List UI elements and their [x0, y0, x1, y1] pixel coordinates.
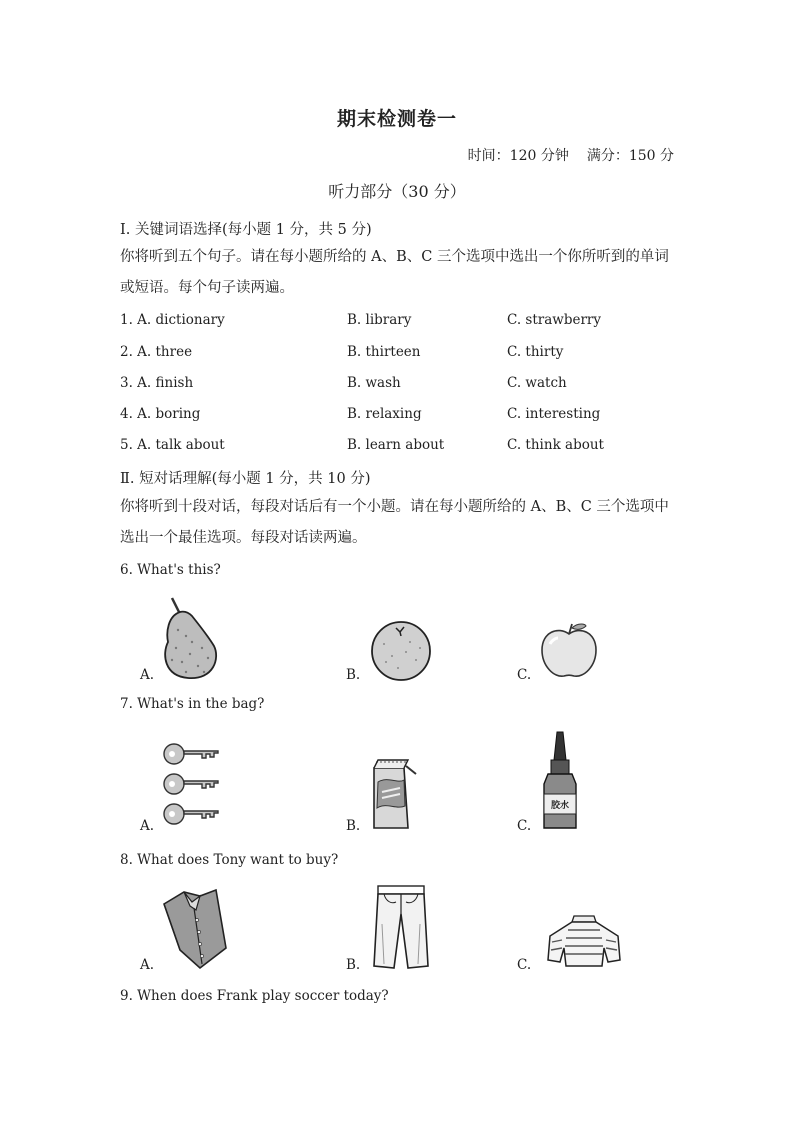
juice-box-icon — [368, 758, 422, 832]
q8-option-c-label: C. — [517, 957, 532, 973]
section1-heading: Ⅰ. 关键词语选择(每小题 1 分，共 5 分) — [120, 222, 372, 238]
q5-option-a: 5. A. talk about — [120, 437, 225, 453]
q1-option-c: C. strawberry — [507, 312, 602, 328]
q5-option-b: B. learn about — [347, 437, 445, 453]
q7-option-c-label: C. — [517, 818, 532, 834]
q5-option-c: C. think about — [507, 437, 604, 453]
q7-option-b-label: B. — [346, 818, 361, 834]
glue-label: 胶水 — [550, 801, 569, 811]
q9-question: 9. When does Frank play soccer today? — [120, 988, 389, 1004]
q8-question: 8. What does Tony want to buy? — [120, 852, 339, 868]
q2-option-b: B. thirteen — [347, 344, 421, 360]
pear-icon — [158, 596, 224, 682]
q4-option-c: C. interesting — [507, 406, 601, 422]
q7-option-a-label: A. — [140, 818, 155, 834]
glue-bottle-icon — [538, 730, 582, 832]
section2-heading: Ⅱ. 短对话理解(每小题 1 分，共 10 分) — [120, 471, 371, 487]
section1-instructions: 你将听到五个句子。请在每小题所给的 A、B、C 三个选项中选出一个你所听到的单词或短语。每个句子读两遍。 — [120, 249, 669, 296]
pants-icon — [372, 884, 430, 970]
q6-option-a-label: A. — [140, 667, 155, 683]
q6-question: 6. What's this? — [120, 562, 221, 578]
q3-option-b: B. wash — [347, 375, 401, 391]
q7-question: 7. What's in the bag? — [120, 696, 265, 712]
q3-option-a: 3. A. finish — [120, 375, 194, 391]
part-title: 听力部分（30 分） — [328, 182, 466, 201]
q1-option-a: 1. A. dictionary — [120, 312, 225, 328]
orange-icon — [368, 620, 434, 682]
q3-option-c: C. watch — [507, 375, 567, 391]
q4-option-b: B. relaxing — [347, 406, 422, 422]
q2-option-a: 2. A. three — [120, 344, 193, 360]
sweater-icon — [544, 908, 624, 970]
apple-icon — [538, 622, 600, 680]
q8-option-b-label: B. — [346, 957, 361, 973]
shirt-icon — [160, 886, 230, 970]
keys-icon — [160, 740, 224, 830]
page-title: 期末检测卷一 — [336, 108, 457, 130]
exam-score: 满分：150 分 — [586, 148, 674, 164]
q4-option-a: 4. A. boring — [120, 406, 201, 422]
exam-time: 时间：120 分钟 — [467, 148, 569, 164]
q6-option-c-label: C. — [517, 667, 532, 683]
q1-option-b: B. library — [347, 312, 412, 328]
q6-option-b-label: B. — [346, 667, 361, 683]
section2-instructions: 你将听到十段对话，每段对话后有一个小题。请在每小题所给的 A、B、C 三个选项中选出一个最佳选项。每段对话读两遍。 — [120, 499, 669, 546]
q2-option-c: C. thirty — [507, 344, 564, 360]
exam-time-info — [468, 145, 674, 165]
q8-option-a-label: A. — [140, 957, 155, 973]
